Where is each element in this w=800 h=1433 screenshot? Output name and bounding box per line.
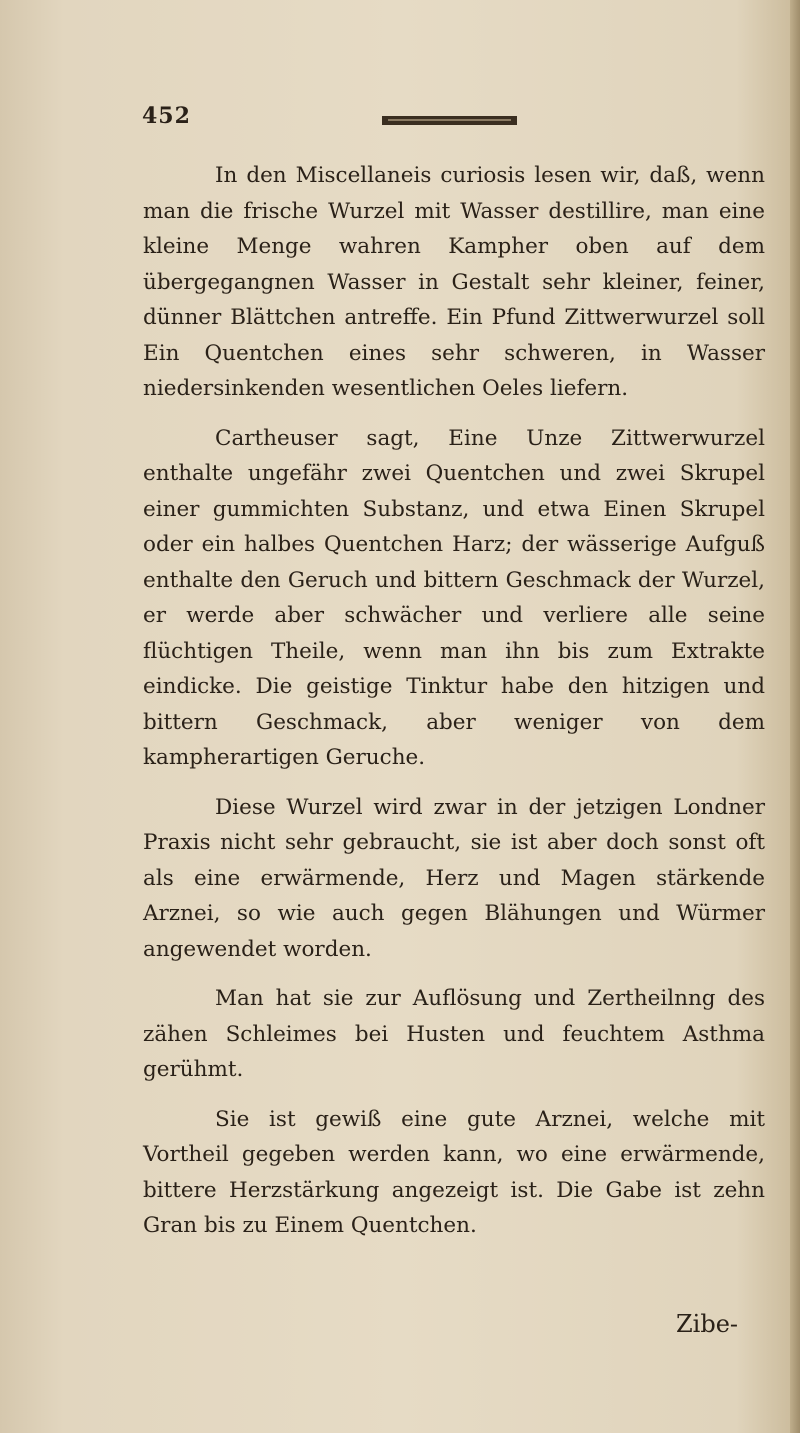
paragraph-dosage: Sie ist gewiß eine gute Arznei, welche mit Vortheil gegeben werden kann, wo eine erwärmende, bittere Herzstärkung angezeigt ist. Die Gabe ist zehn Gran bis zu Einem Quentchen. [143, 1106, 765, 1238]
page-edge [790, 0, 800, 1433]
body-text [143, 158, 765, 1244]
header-rule-ornament [382, 116, 517, 125]
paragraph-distillation: In den Miscellaneis curiosis lesen wir, daß, wenn man die frische Wurzel mit Wasser destillire, man eine kleine Menge wahren Kampher oben auf dem übergegangnen Wasser in Gestalt sehr kleiner, feiner, dünner Blättchen antreffe. Ein Pfund Zittwerwurzel soll Ein Quentchen eines sehr schweren, in Wasser niedersinkenden wesentlichen Oeles liefern. [143, 163, 765, 401]
paragraph-cartheuser: Carthеuser sagt, Eine Unze Zittwerwurzel enthalte ungefähr zwei Quentchen und zwei Skrupel einer gummichten Substanz, und etwa Einen Skrupel oder ein halbes Quentchen Harz; der wässerige Aufguß enthalte den Geruch und bittern Geschmack der Wurzel, er werde aber schwächer und verliere alle seine flüchtigen Theile, wenn man ihn bis zum Extrakte eindicke. Die geistige Tinktur habe den hitzigen und bittern Geschmack, aber weniger von dem kampherartigen Geruche. [143, 425, 765, 770]
catchword: Zibe- [676, 1310, 739, 1338]
paragraph-london-practice: Diese Wurzel wird zwar in der jetzigen Londner Praxis nicht sehr gebraucht, sie ist aber doch sonst oft als eine erwärmende, Herz und Magen stärkende Arznei, so wie auch gegen Blähungen und Würmer angewendet worden. [143, 794, 765, 962]
paragraph-asthma: Man hat sie zur Auflösung und Zertheilnng des zähen Schleimes bei Husten und feuchtem Asthma gerühmt. [143, 986, 765, 1082]
page-number: 452 [142, 103, 191, 129]
